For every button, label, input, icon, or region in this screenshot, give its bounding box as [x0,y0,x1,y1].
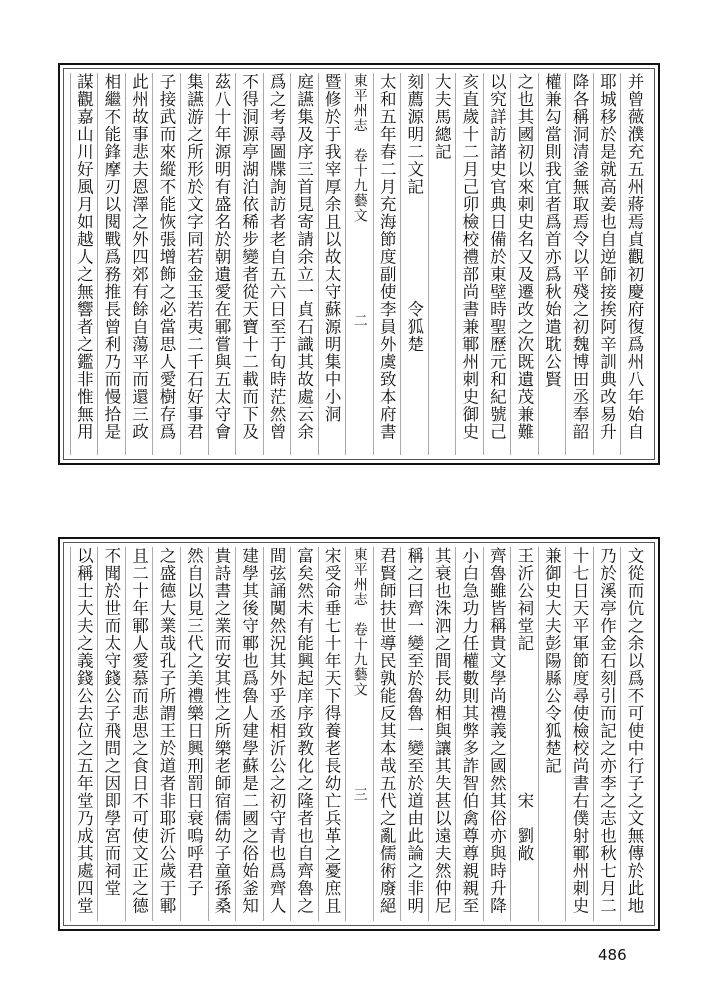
bottom-text-column: 之盛德大業哉孔子所謂王於道者非耶沂公歲于鄆 [152,547,180,921]
top-text-page [58,63,660,465]
bottom-text-columns [70,547,648,921]
top-text-column: 耶城移於是就高姜也自逆師接挨阿辛訓典改易升 [593,73,621,455]
top-text-column: 以究詳訪諸史官典日備於東壁時聖歷元和紀號己 [483,73,511,455]
top-text-column: 爲之考尋圖牒詢訪者老自五六日至于旬時茫然曾 [263,73,291,455]
bottom-text-column: 乃於溪亭作金石刻引而記之亦李之志也秋七月二 [593,547,621,921]
top-text-column: 集讌游之所形於文字同若金玉若夷二千石好事君 [180,73,208,455]
top-text-column: 此州故事悲夫恩澤之外四郊有餘自蕩平而還三政 [125,73,153,455]
bottom-text-column: 且二十年鄆人愛慕而悲思之食日不可使文正之德 [125,547,153,921]
top-text-column: 大夫馬總記 [428,73,456,455]
bottom-text-column: 王沂公祠堂記 宋 劉敞 [510,547,538,921]
top-text-column: 暨修於于我宰厚余且以故太守蘇源明集中小洞 [318,73,346,455]
bottom-text-column: 不聞於世而太守錢公子飛問之因即學宮而祠堂 [97,547,125,921]
top-text-column: 茲八十年源明有盛名於朝遺愛在鄆嘗與五太守會 [208,73,236,455]
bottom-text-column: 貴詩書之業而安其性之所樂老師宿儒幼子童孫桑 [208,547,236,921]
top-text-column: 亥直歲十二月己卯檢校禮部尚書兼鄆州刺史御史 [455,73,483,455]
bottom-text-column: 小白急功力任權數則其弊多詐智伯禽尊尊親親至 [455,547,483,921]
bottom-text-column: 兼御史大夫彭陽縣公令狐楚記 [538,547,566,921]
bottom-text-column: 齊魯雖皆稱貴文學尚禮義之國然其俗亦與時升降 [483,547,511,921]
bottom-text-column: 間弦誦闃然況其外乎丞相沂公之初守青也爲齊人 [263,547,291,921]
top-text-column: 不得洞源亭湖泊依稀步變者從天寶十二載而下及 [235,73,263,455]
top-text-column: 并曾薇濮充五州蔣焉貞觀初慶府復爲州八年始自 [620,73,648,455]
bottom-text-column: 以稱士大夫之義錢公去位之五年堂乃成其處四堂 [70,547,98,921]
bottom-text-column: 富矣然未有能興起庠序致教化之隆者也自齊魯之 [290,547,318,921]
bottom-text-column: 宋受命垂七十年天下得養老長幼亡兵革之憂庶且 [318,547,346,921]
bottom-text-column: 君賢師扶世導民孰能反其本哉五代之亂儒術廢絕 [373,547,401,921]
bottom-text-column: 稱之曰齊一變至於魯魯一變至於道由此論之非明 [400,547,428,921]
top-text-column: 庭讌集及序三首見寄請余立一貞石識其故處云余 [290,73,318,455]
page-number: 486 [598,946,627,964]
top-text-column: 刻薦源明二文記 令狐楚 [400,73,428,455]
top-text-column: 太和五年春二月充海節度副使李員外虞致本府書 [373,73,401,455]
bottom-text-column: 然自以見三代之美禮樂日興刑罰日衰嗚呼君子 [180,547,208,921]
bottom-text-column: 文從而伉之余以爲不可使中行子之文無傳於此地 [620,547,648,921]
top-text-column: 降各稱洞清釜無取焉令以平殘之初魏博田丞奉韶 [565,73,593,455]
bottom-text-column: 建學其後守鄆也爲魯人建學蘇是二國之俗始釜知 [235,547,263,921]
bottom-text-page [58,537,660,931]
top-text-column: 東平州志 卷十九藝文 二 [345,73,373,455]
bottom-text-column: 十七日天平軍節度尋使檢校尚書右僕射鄆州刺史 [565,547,593,921]
bottom-text-column: 其衰也洙泗之間長幼相與讓其失甚以遠夫然仲尼 [428,547,456,921]
top-text-column: 權兼勾當則我宜者爲首亦爲秋始遣耽公賢 [538,73,566,455]
top-text-column: 謀觀嘉山川好風月如越人之無響者之鑑非惟無用 [70,73,98,455]
top-text-column: 相繼不能鋒摩刃以閱戰爲務推長曾利乃而慢拾是 [97,73,125,455]
bottom-text-column: 東平州志 卷十九藝文 三 [345,547,373,921]
top-text-column: 子接武而來縱不能恢張增飾之必當思人愛樹存爲 [152,73,180,455]
top-text-column: 之也其國初以來刺史名又及遷改之次既遺茂兼難 [510,73,538,455]
top-text-columns [70,73,648,455]
